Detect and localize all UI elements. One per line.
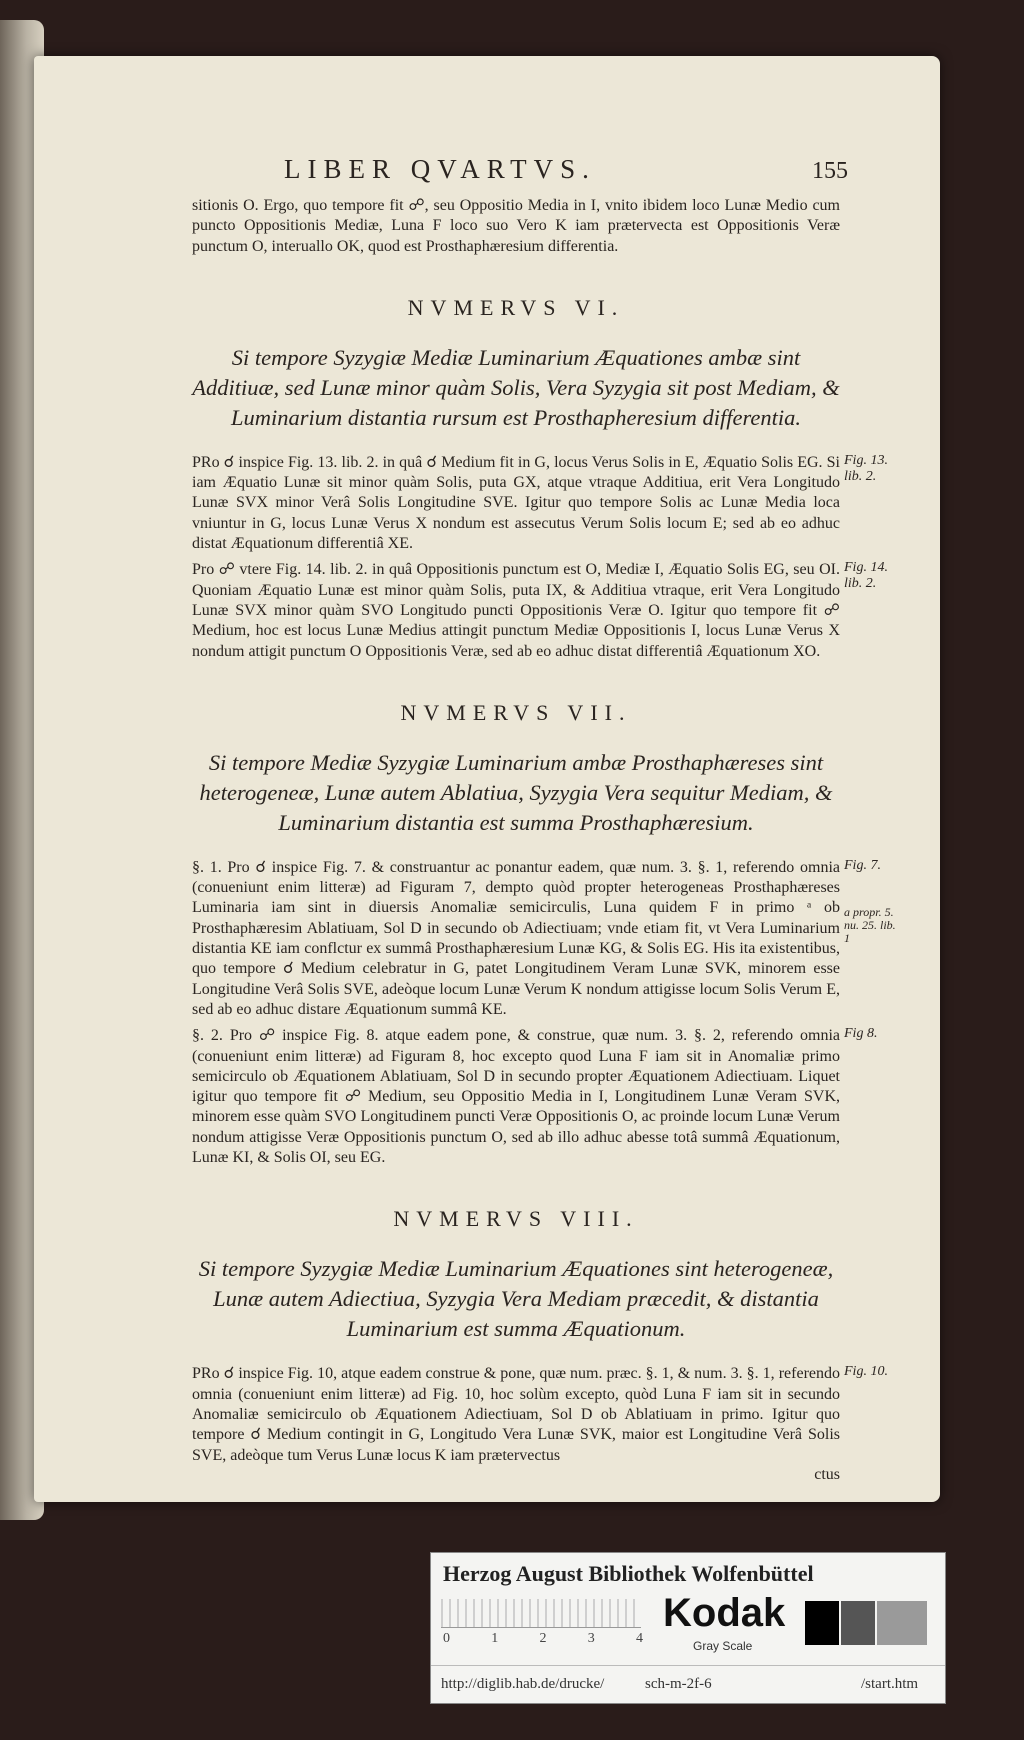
body-paragraph: PRo ☌ inspice Fig. 13. lib. 2. in quâ ☌ Medium fit in G, locus Verus Solis in E, Æquatio Solis EG. Si iam Æquatio Lunæ sit minor quàm Solis, puta GX, atque vtraque Additiua, erit Vera Longitudo Lunæ SVX minor Verâ Solis Longitudine SVE. Igitur quo tempore Solis ac Lunæ Media loca vniuntur in G, locus Lunæ Verus X nondum est assecutus Verum Solis locum E; sed ab eo adhuc distat Æquationum differentiâ XE. [192, 453, 840, 553]
body-paragraph: PRo ☌ inspice Fig. 10, atque eadem construe & pone, quæ num. præc. §. 1, & num. 3. §. 1, referendo omnia (conueniunt enim litteræ) ad Fig. 10, hoc solùm excepto, quòd Luna F iam sit in secundo Anomaliæ semicirculo ob Æquationem Adiectiuam, Sol D ob Ablatiuam in primo. Igitur quo tempore ☌ Medium contingit in G, Longitudo Vera Lunæ SVK, maior est Longitudine Verâ Solis SVE, adeòque tum Verus Lunæ locus K iam prætervectus [192, 1365, 840, 1464]
scale-number: 3 [587, 1631, 595, 1646]
gray-patch-mid [877, 1601, 927, 1645]
scan-calibration-strip [430, 1552, 946, 1704]
body-paragraph: §. 2. Pro ☍ inspice Fig. 8. atque eadem pone, & construe, quæ num. 3. §. 2, referendo omnia (conueniunt enim litteræ) ad Figuram 8, hoc excepto quod Luna F iam sit in Anomaliæ primo semicirculo ob Æquationem Ablatiuam, Sol D in secundo propter Æquationem Adiectiuam. Liquet igitur quo tempore fit ☍ Medium, seu Oppositio Media in I, Longitudinem Lunæ Veram SVK, minorem esse quàm SVO Longitudinem puncti Veræ Oppositionis O, ac proinde locum Lunæ Verum nondum attigisse Veræ Oppositionis punctum O, sed ab illo adhuc abesse totâ summâ Æquationum, Lunæ KI, & Solis OI, seu EG. [192, 1027, 840, 1167]
scale-numbers [443, 1631, 643, 1647]
margin-note: Fig. 10. [844, 1364, 888, 1380]
gray-patch-black [805, 1601, 839, 1645]
margin-note: Fig 8. [844, 1026, 878, 1042]
scale-ruler [441, 1599, 641, 1628]
gray-patch-dark [841, 1601, 875, 1645]
section-title: Si tempore Syzygiæ Mediæ Luminarium Æquationes ambæ sint Additiuæ, sed Lunæ minor quàm Solis, Vera Syzygia sit post Mediam, & Luminarium distantia rursum est Prosthapheresium differentia. [192, 344, 840, 430]
opening-paragraph: sitionis O. Ergo, quo tempore fit ☍, seu Oppositio Media in I, vnito ibidem loco Lunæ Medio cum puncto Oppositionis Mediæ, Luna F loco suo Vero K iam prætervecta est Oppositionis Veræ punctum O, interuallo OK, quod est Prosthaphæresium differentia. [192, 197, 840, 255]
section-title: Si tempore Syzygiæ Mediæ Luminarium Æquationes sint heterogeneæ, Lunæ autem Adiectiua, Syzygia Vera Mediam præcedit, & distantia Luminarium est summa Æquationum. [198, 1256, 834, 1342]
digital-library-url[interactable]: http://diglib.hab.de/drucke/ [441, 1676, 605, 1692]
scale-number: 0 [443, 1631, 450, 1646]
body-paragraph: §. 1. Pro ☌ inspice Fig. 7. & construantur ac ponantur eadem, quæ num. 3. §. 1, referendo omnia (conueniunt enim litteræ) ad Figuram 7, dempto quòd propter heterogeneas Prosthaphæreses Luminaria iam sint in diuersis Anomaliæ semicirculis, Luna quidem F in primo ᵃ ob Prosthaphæresim Ablatiuam, Sol D in secundo ob Adiectiuam; vnde etiam fit, vt Vera Luminarium distantia KE iam conflctur ex summâ Prosthaphæresium Lunæ KG, & Solis EG. His ita existentibus, quo tempore ☌ Medium celebratur in G, patet Longitudinem Veram Lunæ SVK, minorem esse Longitudine Verâ Solis SVE, adeòque locum Lunæ Verum K nondum attigisse locum Solis Verum E, sed ab eo adhuc distare Æquationum summâ KE. [192, 858, 840, 1018]
text-block [192, 98, 896, 1483]
scale-number: 2 [539, 1631, 547, 1646]
section-heading: NVMERVS VII. [400, 699, 632, 725]
scale-number: 4 [636, 1631, 643, 1646]
shelfmark: sch-m-2f-6 [645, 1676, 712, 1692]
gray-scale-label: Gray Scale [693, 1639, 753, 1653]
catchword: ctus [814, 1465, 840, 1483]
running-head-title: LIBER QVARTVS. [284, 154, 596, 184]
section-heading: NVMERVS VI. [407, 294, 625, 320]
scale-number: 1 [491, 1631, 499, 1646]
library-name: Herzog August Bibliothek Wolfenbüttel [443, 1561, 814, 1586]
url-row [431, 1665, 945, 1702]
running-head [192, 148, 848, 196]
section-title: Si tempore Mediæ Syzygiæ Luminarium ambæ Prosthaphæreses sint heterogeneæ, Lunæ autem Ablatiua, Syzygia Vera sequitur Mediam, & Luminarium distantia est summa Prosthaphæresium. [199, 749, 833, 835]
margin-note: Fig. 7. [844, 857, 881, 873]
section-heading: NVMERVS VIII. [393, 1206, 639, 1232]
body-paragraph: Pro ☍ vtere Fig. 14. lib. 2. in quâ Oppositionis punctum est O, Mediæ I, Æquatio Solis EG, seu OI. Quoniam Æquatio Lunæ est minor quàm Solis, puta IX, & Additiua vtraque, erit Vera Longitudo Lunæ SVX minor quàm SVO Longitudo puncti Oppositionis Veræ O. Igitur quo tempore fit ☍ Medium, hoc est locus Lunæ Medius attingit punctum Mediæ Oppositionis I, locus Lunæ Verus X nondum attigit punctum O Oppositionis Veræ, sed ab eo adhuc distat differentiâ Æquationum XO. [192, 561, 840, 660]
kodak-logo: Kodak [663, 1591, 786, 1635]
margin-note: a propr. 5. nu. 25. lib. 1 [844, 904, 896, 945]
start-link[interactable]: /start.htm [861, 1676, 919, 1692]
folio-number: 155 [812, 158, 848, 184]
margin-note: Fig. 13. lib. 2. [844, 452, 888, 484]
margin-note: Fig. 14. lib. 2. [844, 560, 888, 592]
